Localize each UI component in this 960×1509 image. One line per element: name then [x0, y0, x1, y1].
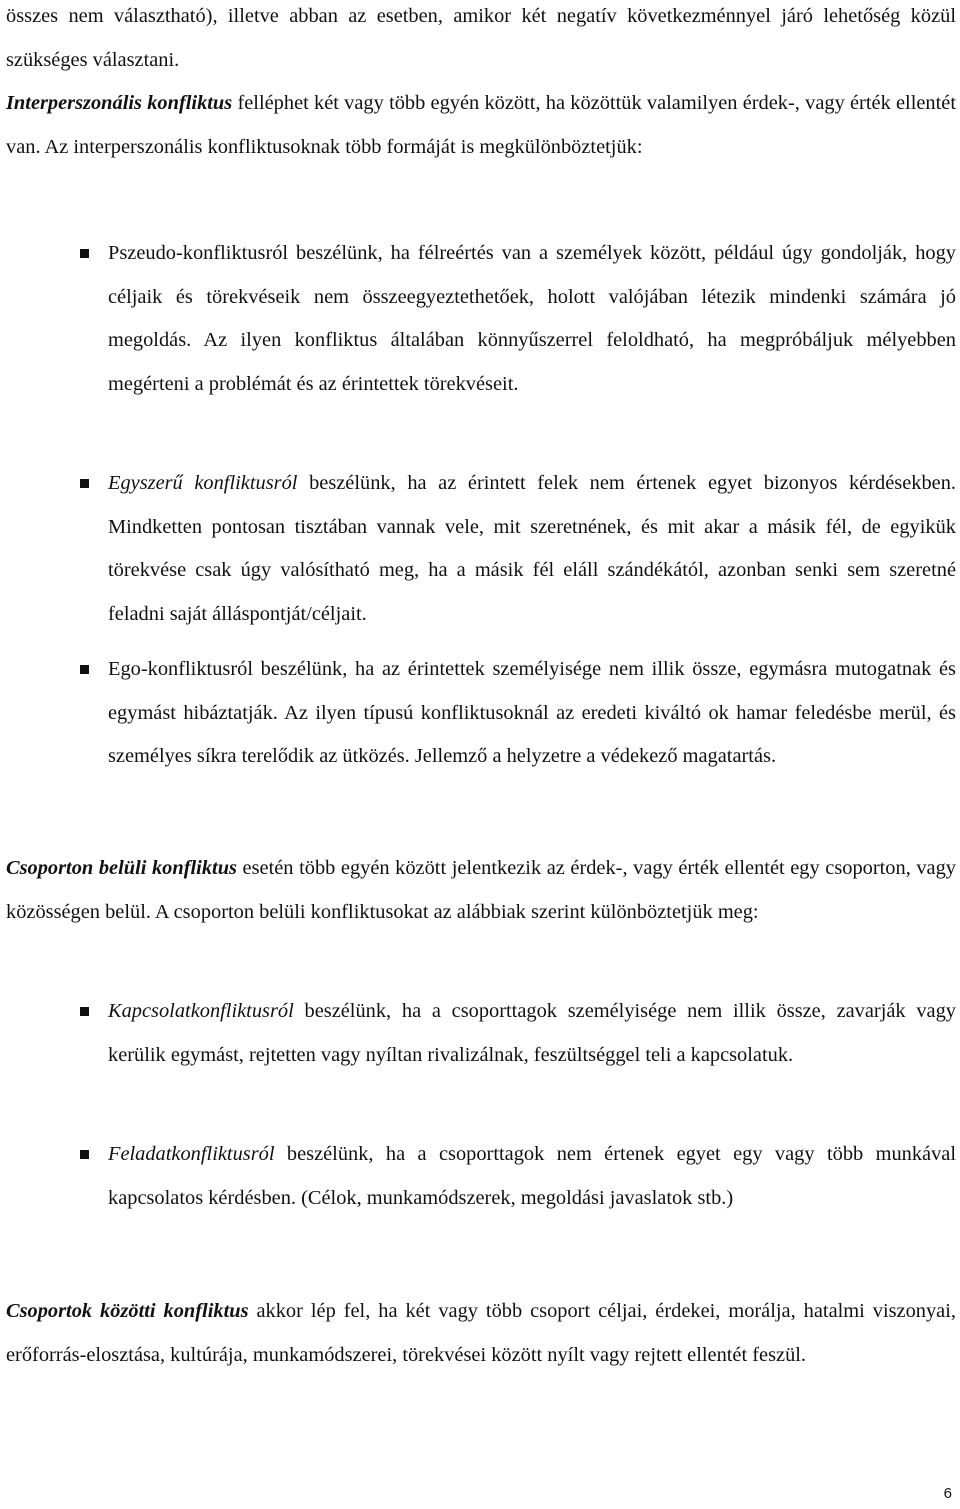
bullet-square-icon — [80, 479, 89, 488]
page-number: 6 — [943, 1485, 952, 1502]
paragraph-intro-continuation: összes nem választható), illetve abban az esetben, amikor két negatív következménnyel járó lehetőség közül szükséges választani. — [6, 5, 956, 71]
bullet-simple-conflict: Egyszerű konfliktusról beszélünk, ha az érintett felek nem értenek egyet bizonyos kérdésekben. Mindketten pontosan tisztában vannak vele, mit szeretnének, és mit akar a másik fél, de egyikük törekvése csak úgy valósítható meg, ha a másik fél eláll szándékától, azonban senki sem szeretné feladni saját álláspontját/céljait. — [108, 462, 956, 636]
term-relationship-conflict: Kapcsolatkonfliktusról — [108, 1000, 294, 1022]
paragraph-intergroup-conflict: Csoportok közötti konfliktus akkor lép fel, ha két vagy több csoport céljai, érdekei, morálja, hatalmi viszonyai, erőforrás-elosztása, kultúrája, munkamódszerei, törekvései között nyílt vagy rejtett ellentét feszül. — [6, 1300, 957, 1366]
bullet-square-icon — [80, 249, 89, 258]
term-task-conflict: Feladatkonfliktusról — [108, 1143, 275, 1165]
paragraph-intragroup-conflict: Csoporton belüli konfliktus esetén több egyén között jelentkezik az érdek-, vagy érték ellentét egy csoporton, vagy közösségen belül. A csoporton belüli konfliktusokat az alábbiak szerint különböztetjük meg: — [6, 857, 956, 923]
bullet-square-icon — [80, 1150, 89, 1159]
bullet-task-conflict: Feladatkonfliktusról beszélünk, ha a csoporttagok nem értenek egyet egy vagy több munkával kapcsolatos kérdésben. (Célok, munkamódszerek, megoldási javaslatok stb.) — [108, 1133, 956, 1220]
bullet-ego-conflict: Ego-konfliktusról beszélünk, ha az érintettek személyisége nem illik össze, egymásra mutogatnak és egymást hibáztatják. Az ilyen típusú konfliktusoknál az eredeti kiváltó ok hamar feledésbe merül, és személyes síkra terelődik az ütközés. Jellemző a helyzetre a védekező magatartás. — [108, 648, 956, 779]
term-simple-conflict: Egyszerű konfliktusról — [108, 472, 298, 494]
bullet-square-icon — [80, 665, 89, 674]
term-intragroup-conflict: Csoporton belüli konfliktus — [6, 857, 237, 879]
term-intergroup-conflict: Csoportok közötti konfliktus — [6, 1300, 249, 1322]
bullet-pseudo-conflict: Pszeudo-konfliktusról beszélünk, ha félreértés van a személyek között, például úgy gondolják, hogy céljaik és törekvéseik nem összeegyeztethetőek, holott valójában létezik mindenki számára jó megoldás. Az ilyen konfliktus általában könnyűszerrel feloldható, ha megpróbáljuk mélyebben megérteni a problémát és az érintettek törekvéseit. — [108, 232, 956, 406]
bullet-relationship-conflict: Kapcsolatkonfliktusról beszélünk, ha a csoporttagok személyisége nem illik össze, zavarják vagy kerülik egymást, rejtetten vagy nyíltan rivalizálnak, feszültséggel teli a kapcsolatuk. — [108, 990, 956, 1077]
paragraph-interpersonal-conflict: Interperszonális konfliktus felléphet két vagy több egyén között, ha közöttük valamilyen érdek-, vagy érték ellentét van. Az interperszonális konfliktusoknak több formáját is megkülönböztetjük: — [6, 92, 957, 158]
bullet-square-icon — [80, 1007, 89, 1016]
term-interpersonal-conflict: Interperszonális konfliktus — [6, 92, 233, 114]
